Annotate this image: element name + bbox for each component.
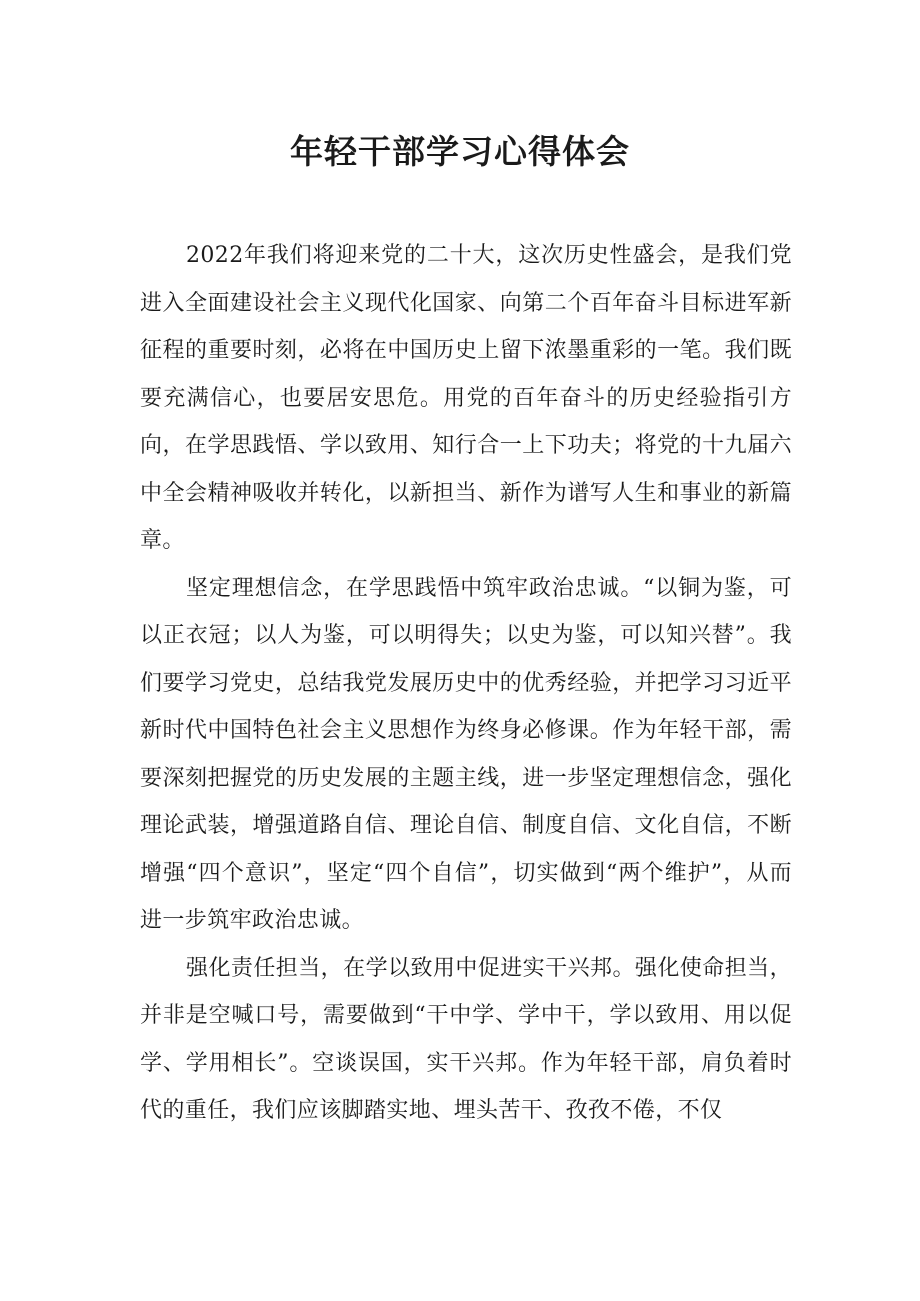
document-body [140,232,792,1135]
paragraph: 强化责任担当，在学以致用中促进实干兴邦。强化使命担当，并非是空喊口号，需要做到“干中学、学中干，学以致用、用以促学、学用相长”。空谈误国，实干兴邦。作为年轻干部，肩负着时代的重任，我们应该脚踏实地、埋头苦干、孜孜不倦，不仅 [140,955,792,1123]
paragraph: 坚定理想信念，在学思践悟中筑牢政治忠诚。“以铜为鉴，可以正衣冠；以人为鉴，可以明得失；以史为鉴，可以知兴替”。我们要学习党史，总结我党发展历史中的优秀经验，并把学习习近平新时代中国特色社会主义思想作为终身必修课。作为年轻干部，需要深刻把握党的历史发展的主题主线，进一步坚定理想信念，强化理论武装，增强道路自信、理论自信、制度自信、文化自信，不断增强“四个意识”，坚定“四个自信”，切实做到“两个维护”，从而进一步筑牢政治忠诚。 [140,575,792,933]
paragraph: 2022年我们将迎来党的二十大，这次历史性盛会，是我们党进入全面建设社会主义现代化国家、向第二个百年奋斗目标进军新征程的重要时刻，必将在中国历史上留下浓墨重彩的一笔。我们既要充满信心，也要居安思危。用党的百年奋斗的历史经验指引方向，在学思践悟、学以致用、知行合一上下功夫；将党的十九届六中全会精神吸收并转化，以新担当、新作为谱写人生和事业的新篇章。 [140,243,792,553]
document-title: 年轻干部学习心得体会 [290,132,630,171]
